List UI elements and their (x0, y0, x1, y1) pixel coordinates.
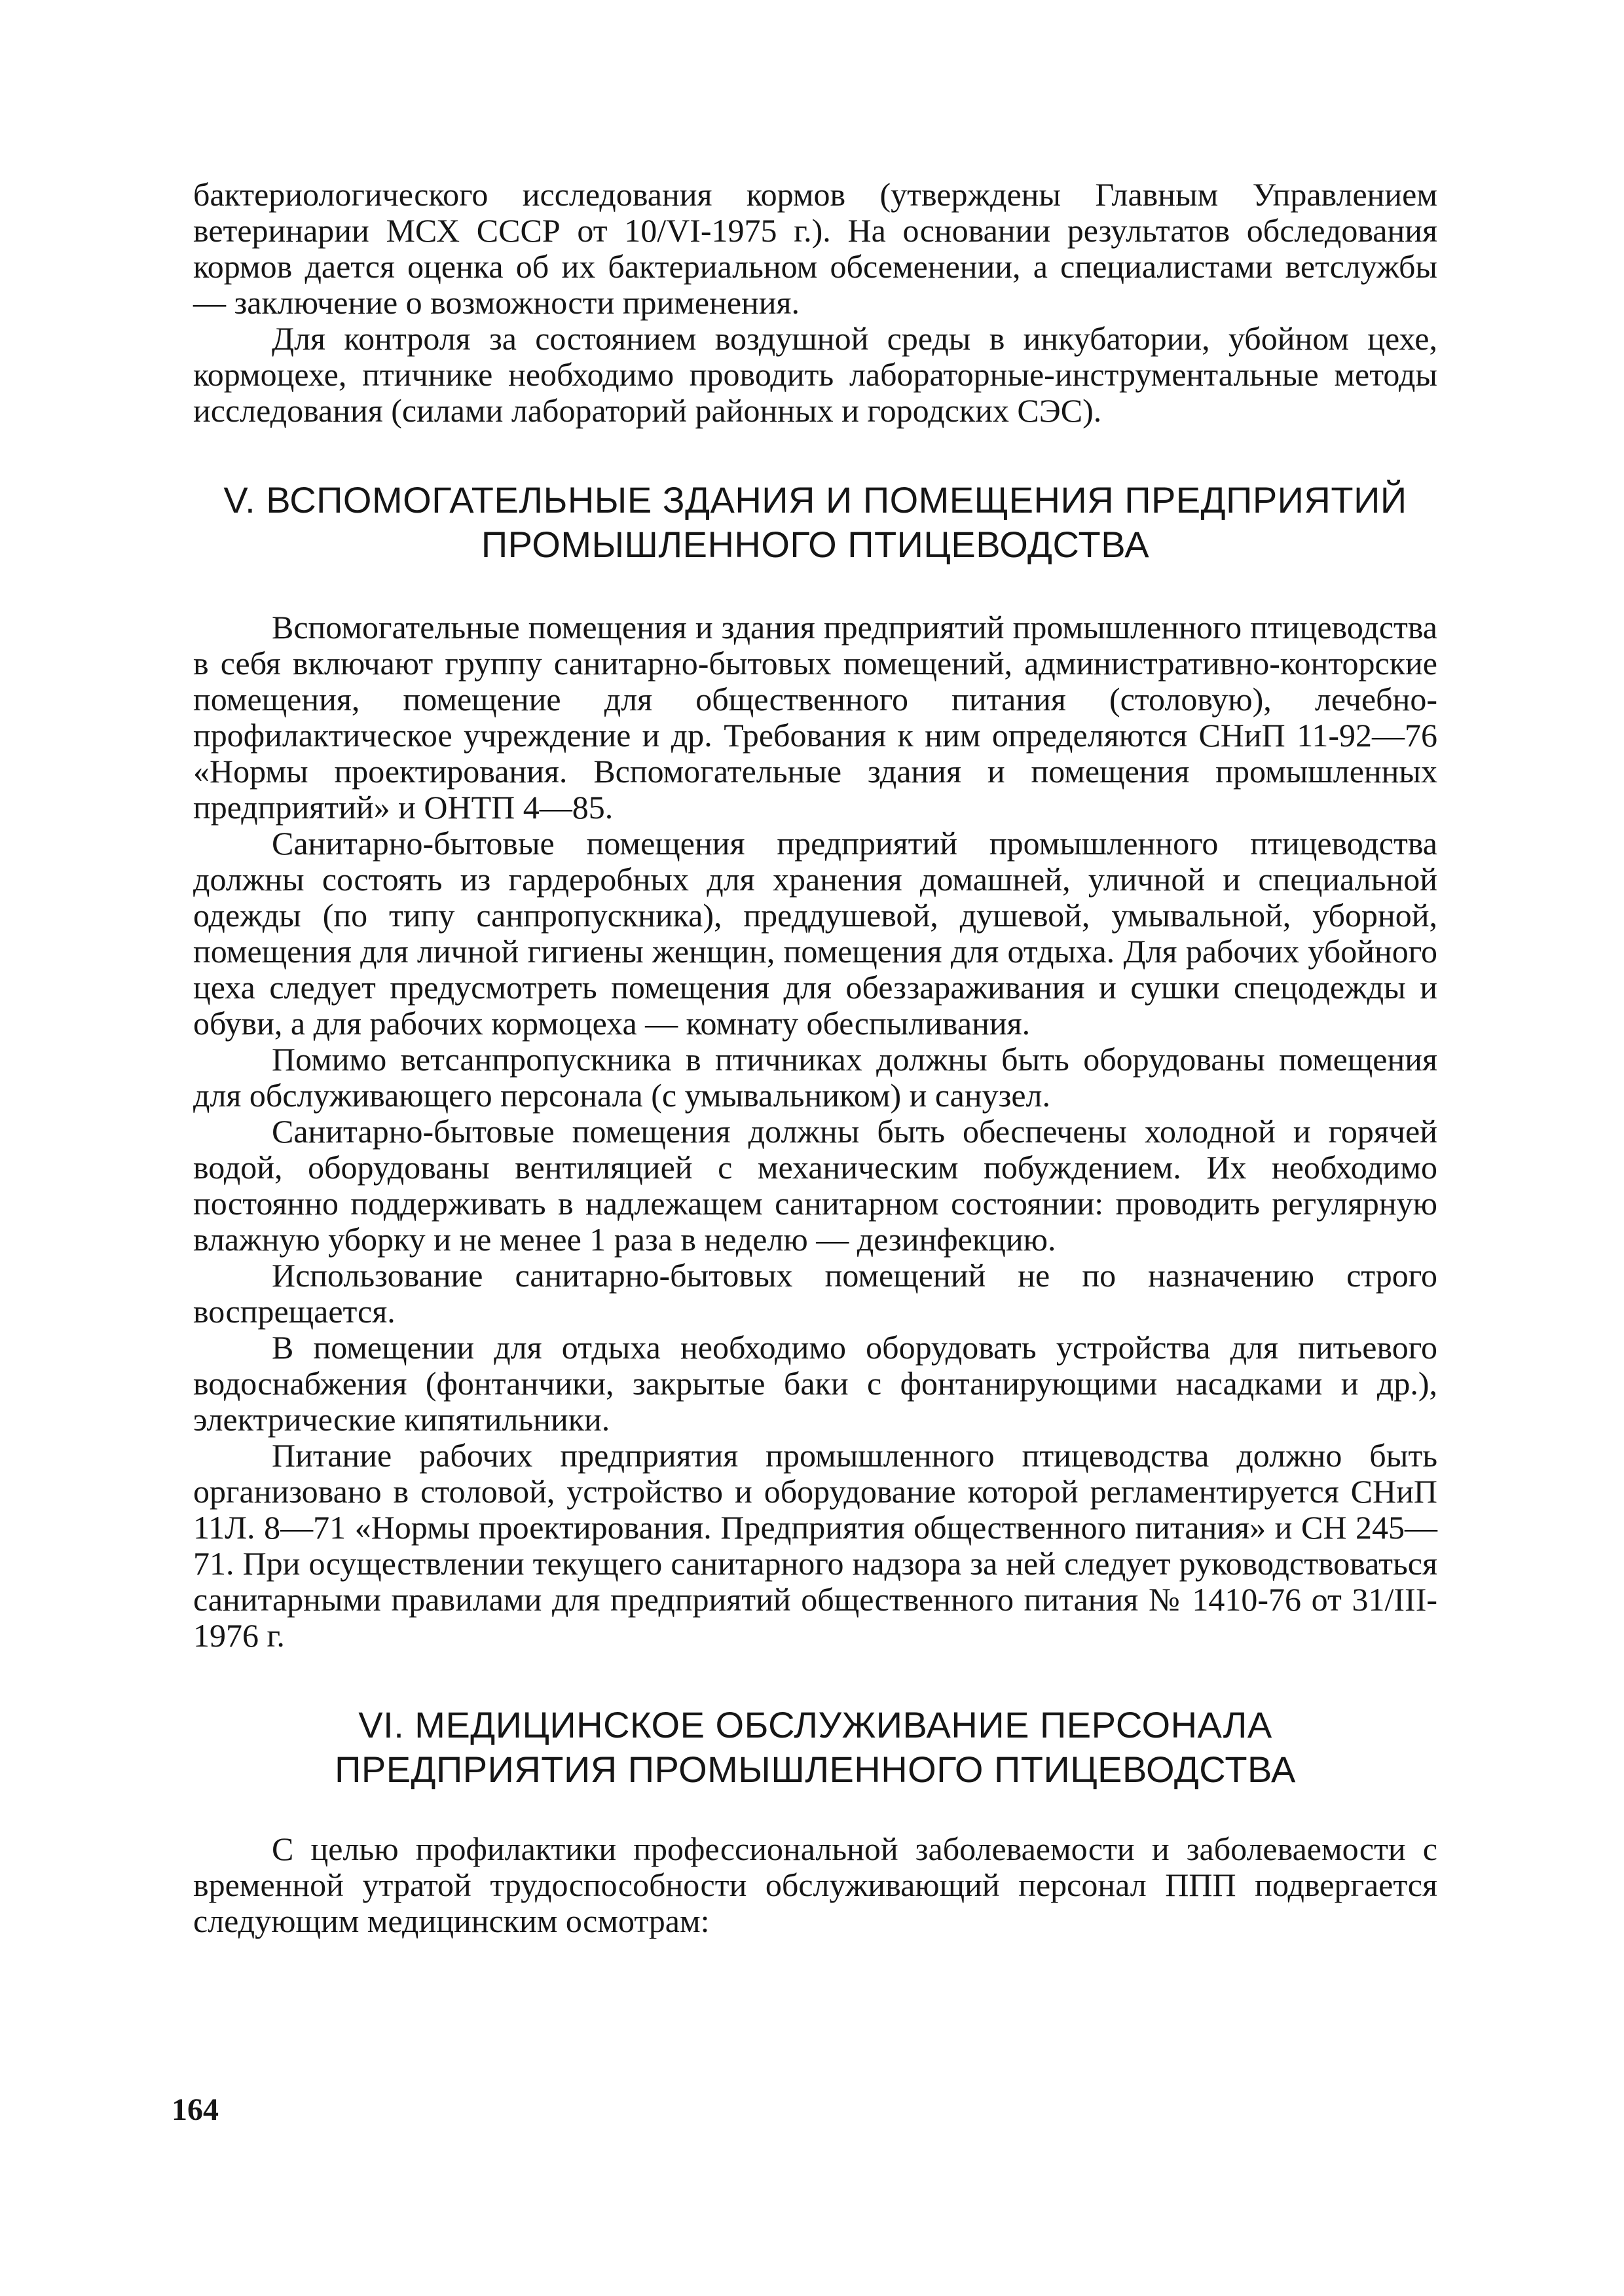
section-5-paragraph-7: Питание рабочих предприятия промышленного птицеводства должно быть организовано в столовой, устройство и оборудование которой регламентируется СНиП 11Л. 8—71 «Нормы проектирования. Предприятия общественного питания» и СН 245—71. При осуществлении текущего санитарного надзора за ней следует руководствоваться санитарными правилами для предприятий общественного питания № 1410-76 от 31/III-1976 г. (193, 1437, 1437, 1654)
section-6-title-line-2: ПРЕДПРИЯТИЯ ПРОМЫШЛЕННОГО ПТИЦЕВОДСТВА (335, 1749, 1296, 1790)
section-6-heading (193, 1703, 1437, 1792)
section-5-paragraph-5: Использование санитарно-бытовых помещений не по назначению строго воспрещается. (193, 1257, 1437, 1330)
section-5-title-line-1: V. ВСПОМОГАТЕЛЬНЫЕ ЗДАНИЯ И ПОМЕЩЕНИЯ ПРЕДПРИЯТИЙ (223, 479, 1407, 520)
section-6-title-line-1: VI. МЕДИЦИНСКОЕ ОБСЛУЖИВАНИЕ ПЕРСОНАЛА (358, 1704, 1272, 1745)
section-6-paragraph-1: С целью профилактики профессиональной заболеваемости и заболеваемости с временной утратой трудоспособности обслуживающий персонал ППП подвергается следующим медицинским осмотрам: (193, 1831, 1437, 1939)
section-5-paragraph-6: В помещении для отдыха необходимо оборудовать устройства для питьевого водоснабжения (фонтанчики, закрытые баки с фонтанирующими насадками и др.), электрические кипятильники. (193, 1329, 1437, 1438)
page-body (193, 177, 1437, 1939)
page-number: 164 (172, 2092, 219, 2127)
section-5-paragraph-2: Санитарно-бытовые помещения предприятий промышленного птицеводства должны состоять из гардеробных для хранения домашней, уличной и специальной одежды (по типу санпропускника), преддушевой, душевой, умывальной, уборной, помещения для личной гигиены женщин, помещения для отдыха. Для рабочих убойного цеха следует предусмотреть помещения для обеззараживания и сушки спецодежды и обуви, а для рабочих кормоцеха — комнату обеспыливания. (193, 825, 1437, 1042)
section-5-title-line-2: ПРОМЫШЛЕННОГО ПТИЦЕВОДСТВА (481, 524, 1150, 565)
section-5-paragraph-3: Помимо ветсанпропускника в птичниках должны быть оборудованы помещения для обслуживающего персонала (с умывальником) и санузел. (193, 1041, 1437, 1114)
intro-paragraph-1: бактериологического исследования кормов (утверждены Главным Управлением ветеринарии МСХ СССР от 10/VI-1975 г.). На основании результатов обследования кормов дается оценка об их бактериальном обсеменении, а специалистами ветслужбы — заключение о возможности применения. (193, 176, 1437, 321)
section-5-heading (193, 478, 1437, 567)
intro-paragraph-2: Для контроля за состоянием воздушной среды в инкубатории, убойном цехе, кормоцехе, птичнике необходимо проводить лабораторные-инструментальные методы исследования (силами лабораторий районных и городских СЭС). (193, 320, 1437, 429)
section-5-paragraph-4: Санитарно-бытовые помещения должны быть обеспечены холодной и горячей водой, оборудованы вентиляцией с механическим побуждением. Их необходимо постоянно поддерживать в надлежащем санитарном состоянии: проводить регулярную влажную уборку и не менее 1 раза в неделю — дезинфекцию. (193, 1113, 1437, 1258)
section-5-paragraph-1: Вспомогательные помещения и здания предприятий промышленного птицеводства в себя включают группу санитарно-бытовых помещений, административно-конторские помещения, помещение для общественного питания (столовую), лечебно-профилактическое учреждение и др. Требования к ним определяются СНиП 11-92—76 «Нормы проектирования. Вспомогательные здания и помещения промышленных предприятий» и ОНТП 4—85. (193, 609, 1437, 826)
